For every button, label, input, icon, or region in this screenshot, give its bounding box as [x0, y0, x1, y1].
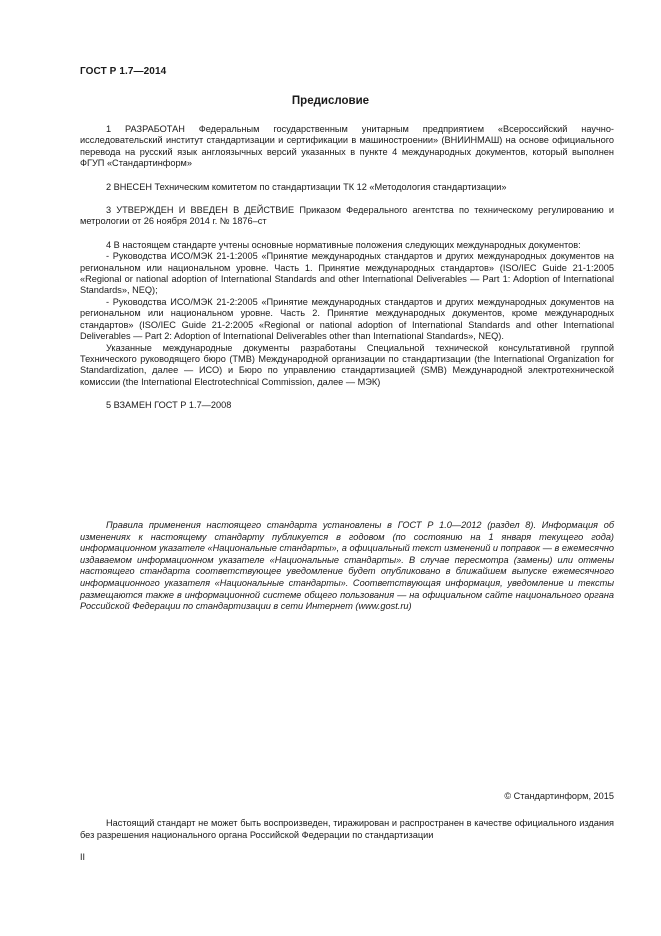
- item-4-note: Указанные международные документы разработаны Специальной технической консультативной группой Технического руководящего бюро (TMB) Международной организации по стандартизации (the International Organization for Standardization, далее — ИСО) и Бюро по управлению стандартизацией (SMB) Международной электротехнической комиссии (the International Electrotechnical Commission, далее — МЭК): [80, 342, 614, 387]
- page-number: II: [80, 852, 86, 862]
- item-4-international-docs: 4 В настоящем стандарте учтены основные нормативные положения следующих международных документов:: [106, 239, 581, 250]
- notice-text: Правила применения настоящего стандарта установлены в ГОСТ Р 1.0—2012 (раздел 8). Информация об изменениях к настоящему стандарту публикуется в годовом (по состоянию на 1 января текущего года) информационном указателе «Национальные стандарты», а официальный текст изменений и поправок — в ежемесячно издаваемом информационном указателе «Национальные стандарты». В случае пересмотра (замены) или отмены настоящего стандарта соответствующее уведомление будет опубликовано в ближайшем выпуске ежемесячного информационного указателя «Национальные стандарты». Соответствующая информация, уведомление и тексты размещаются также в информационной системе общего пользования — на официальном сайте национального органа Российской Федерации по стандартизации в сети Интернет (www.gost.ru): [80, 520, 614, 612]
- item-5-replaces: 5 ВЗАМЕН ГОСТ Р 1.7—2008: [106, 400, 232, 411]
- document-code: ГОСТ Р 1.7—2014: [80, 66, 167, 77]
- reproduction-text: Настоящий стандарт не может быть воспроизведен, тиражирован и распространен в качестве официального издания без разрешения национального органа Российской Федерации по стандартизации: [80, 818, 614, 840]
- item-2-submitted: 2 ВНЕСЕН Техническим комитетом по стандартизации ТК 12 «Методология стандартизации»: [106, 181, 507, 192]
- application-rules-notice: [80, 520, 614, 613]
- item-3-approved: 3 УТВЕРЖДЕН И ВВЕДЕН В ДЕЙСТВИЕ Приказом Федерального агентства по техническому регулированию и метрологии от 26 ноября 2014 г. № 1876–ст: [80, 205, 614, 227]
- item-4-guide-21-1: - Руководства ИСО/МЭК 21-1:2005 «Принятие международных стандартов и других международных документов на региональном или национальном уровне. Часть 1. Принятие международных стандартов» (ISO/IEC Guide 21-1:2005 «Regional or national adoption of International Standards and other International Deliverables — Part 1: Adoption of International Standards», NEQ);: [80, 251, 614, 296]
- item-1-developed: 1 РАЗРАБОТАН Федеральным государственным унитарным предприятием «Всероссийский научно-исследовательский институт стандартизации и сертификации в машиностроении» (ВНИИНМАШ) на основе официального перевода на русский язык англоязычных версий указанных в пункте 4 международных документов, который выполнен ФГУП «Стандартинформ»: [80, 124, 614, 169]
- reproduction-notice: [80, 818, 614, 841]
- copyright-line: © Стандартинформ, 2015: [504, 791, 614, 801]
- page-title: Предисловие: [291, 95, 370, 107]
- foreword-body: [80, 124, 614, 412]
- item-4-guide-21-2: - Руководства ИСО/МЭК 21-2:2005 «Принятие международных стандартов и других международных документов на региональном или национальном уровне. Часть 2. Принятие международных документов, кроме международных стандартов» (ISO/IEC Guide 21-2:2005 «Regional or national adoption of International Standards and other International Deliverables — Part 2: Adoption of International Deliverables other than International Standards», NEQ).: [80, 296, 614, 342]
